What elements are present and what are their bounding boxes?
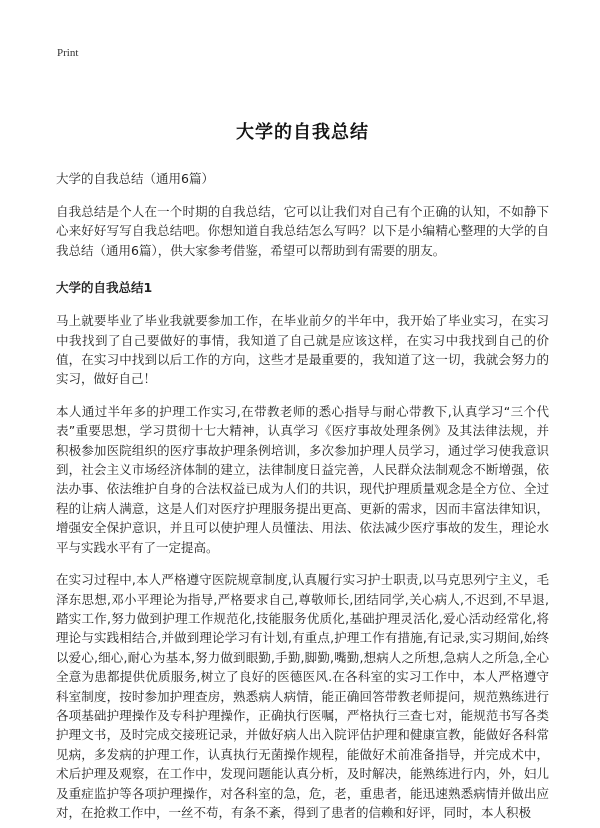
body-paragraph-2: 本人通过半年多的护理工作实习,在带教老师的悉心指导与耐心带教下,认真学习“三个代表”重要思想，学习贯彻十七大精神，认真学习《医疗事故处理条例》及其法律法规，并积极参加医院组织的医疗事故护理条例培训，多次参加护理人员学习，通过学习使我意识到，社会主义市场经济体制的建立，法律制度日益完善，人民群众法制观念不断增强，依法办事、依法维护自身的合法权益已成为人们的共识，现代护理质量观念是全方位、全过程的让病人满意，这是人们对医疗护理服务提出更高、更新的需求，因而丰富法律知识，增强安全保护意识，并且可以使护理人员懂法、用法、依法减少医疗事故的发生，理论水平与实践水平有了一定提高。 [56, 403, 549, 555]
print-link[interactable]: Print [57, 47, 79, 59]
intro-paragraph: 自我总结是个人在一个时期的自我总结，它可以让我们对自己有个正确的认知，不如静下心来好好写写自我总结吧。你想知道自我总结怎么写吗？以下是小编精心整理的大学的自我总结（通用6篇），供大家参考借鉴，希望可以帮助到有需要的朋友。 [56, 204, 549, 258]
page-title: 大学的自我总结 [236, 122, 369, 143]
body-paragraph-3: 在实习过程中,本人严格遵守医院规章制度,认真履行实习护士职责,以马克思列宁主义，毛泽东思想,邓小平理论为指导,严格要求自己,尊敬师长,团结同学,关心病人,不迟到,不早退,踏实工作,努力做到护理工作规范化,技能服务优质化,基础护理灵活化,爱心活动经常化,将理论与实践相结合,并做到理论学习有计划,有重点,护理工作有措施,有记录,实习期间,始终以爱心,细心,耐心为基本,努力做到眼勤,手勤,脚勤,嘴勤,想病人之所想,急病人之所急,全心全意为患都提供优质服务,树立了良好的医德医风.在各科室的实习工作中，本人严格遵守科室制度，按时参加护理查房，熟悉病人病情，能正确回答带教老师提问，规范熟练进行各项基础护理操作及专科护理操作，正确执行医嘱，严格执行三查七对，能规范书写各类护理文书，及时完成交接班记录，并做好病人出入院评估护理和健康宣教，能做好各科常见病，多发病的护理工作，认真执行无菌操作规程，能做好术前准备指导，并完成术中，术后护理及观察，在工作中，发现问题能认真分析，及时解决，能熟练进行内，外，妇儿及重症监护等各项护理操作，对各科室的急，危，老，重患者，能迅速熟悉病情并做出应对，在抢救工作中，一丝不苟，有条不紊，得到了患者的信赖和好评，同时，本人积极 [56, 572, 549, 820]
article-subtitle: 大学的自我总结（通用6篇） [56, 171, 214, 186]
body-paragraph-1: 马上就要毕业了毕业我就要参加工作，在毕业前夕的半年中，我开始了毕业实习，在实习中我找到了自己要做好的事情，我知道了自己就是应该这样，在实习中我找到自己的价值，在实习中找到以后工作的方向，这些才是最重要的，我知道了这一切，我就会努力的实习，做好自己！ [56, 313, 549, 387]
section-heading: 大学的自我总结1 [56, 280, 153, 296]
